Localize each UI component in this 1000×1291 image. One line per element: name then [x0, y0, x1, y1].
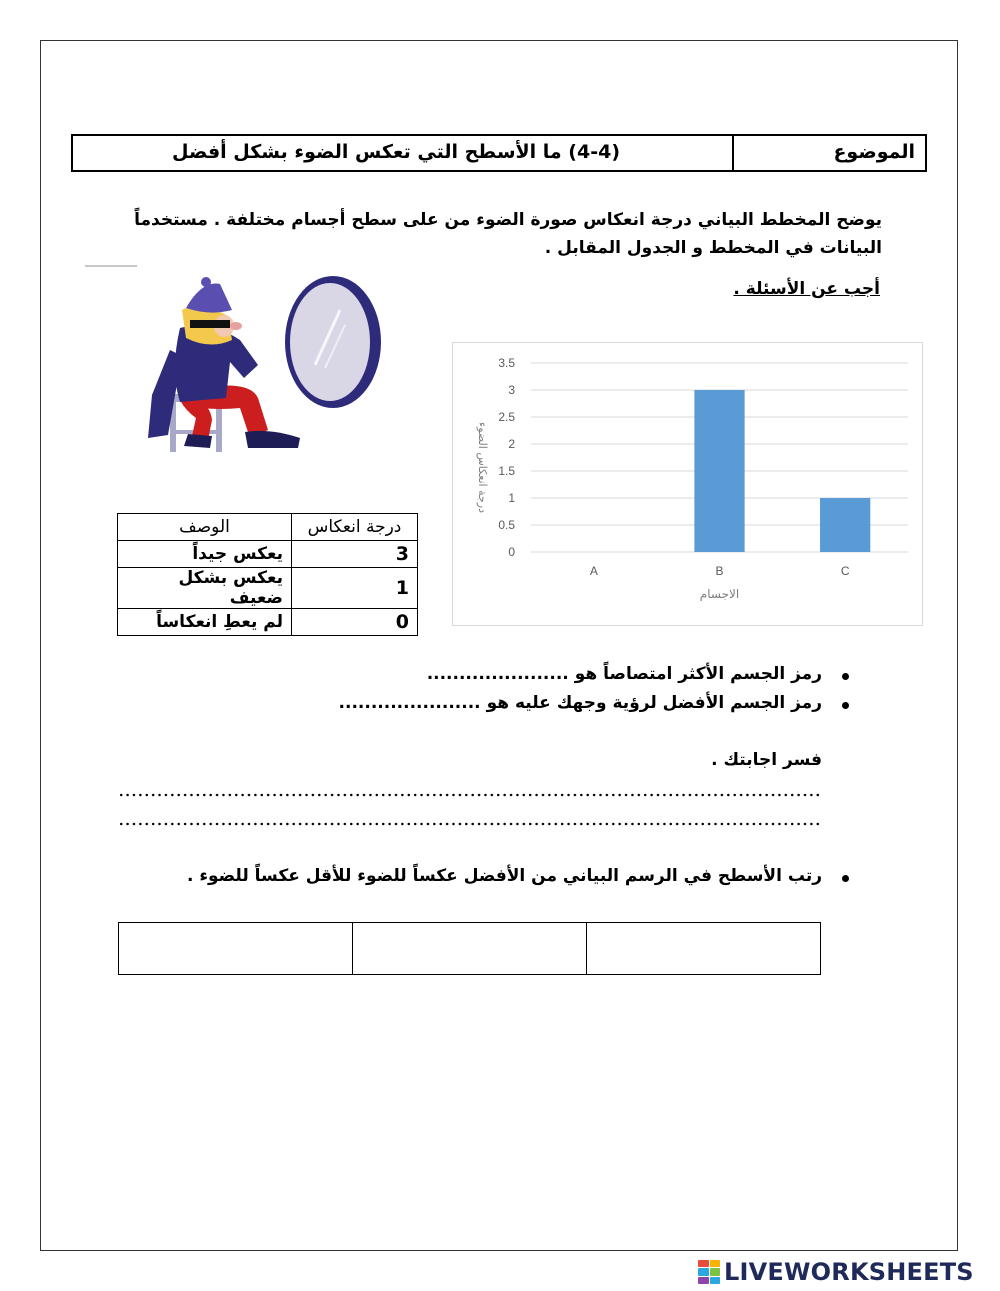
x-axis-title: الاجسام	[699, 587, 740, 601]
y-tick-label: 1.5	[498, 464, 515, 478]
question-2-blank[interactable]: ......................	[338, 693, 481, 713]
table-cell-desc: يعكس بشكل ضعيف	[118, 568, 292, 609]
question-2-text: رمز الجسم الأفضل لرؤية وجهك عليه هو	[486, 693, 822, 713]
question-2	[339, 693, 822, 713]
bar-C	[820, 498, 870, 552]
topic-label: الموضوع	[732, 136, 925, 170]
table-cell-desc: لم يعطِ انعكاساً	[118, 609, 292, 636]
order-cell[interactable]	[352, 923, 586, 974]
y-tick-label: 0.5	[498, 518, 515, 532]
order-cell[interactable]	[119, 923, 352, 974]
reflection-table	[117, 513, 418, 636]
reflection-chart	[452, 342, 923, 626]
answer-heading: أجب عن الأسئلة .	[733, 279, 880, 299]
bullet-dot	[842, 875, 849, 882]
y-tick-label: 3.5	[498, 356, 515, 370]
chart-svg	[453, 343, 922, 625]
table-row	[118, 541, 418, 568]
y-tick-label: 1	[508, 491, 515, 505]
mirror-glass	[290, 283, 370, 401]
bullet-dot	[842, 673, 849, 680]
y-tick-label: 3	[508, 383, 515, 397]
table-cell-degree: 1	[292, 568, 418, 609]
order-cell[interactable]	[586, 923, 820, 974]
x-tick-label: B	[715, 564, 724, 578]
topic-header	[71, 134, 927, 172]
x-tick-label: C	[840, 564, 850, 578]
decorative-line	[85, 265, 137, 267]
question-1-text: رمز الجسم الأكثر امتصاصاً هو	[574, 664, 822, 684]
logo-mark-icon	[698, 1260, 720, 1284]
table-cell-degree: 3	[292, 541, 418, 568]
y-tick-label: 2	[508, 437, 515, 451]
person-mirror-illustration	[140, 270, 385, 455]
ordering-table	[118, 922, 821, 975]
y-axis-title: درجة انعكاس الضوء	[476, 422, 489, 513]
question-1-blank[interactable]: ......................	[426, 664, 569, 684]
question-1	[427, 664, 822, 684]
y-tick-label: 0	[508, 545, 515, 559]
table-cell-degree: 0	[292, 609, 418, 636]
liveworksheets-logo	[698, 1258, 974, 1286]
explain-prompt: فسر اجابتك .	[711, 750, 822, 770]
answer-line[interactable]	[118, 822, 820, 826]
table-row	[118, 568, 418, 609]
bar-B	[694, 390, 744, 552]
y-tick-label: 2.5	[498, 410, 515, 424]
table-header-row	[118, 514, 418, 541]
table-header-degree: درجة انعكاس	[292, 514, 418, 541]
logo-text: LIVEWORKSHEETS	[724, 1258, 974, 1286]
topic-title: (4-4) ما الأسطح التي تعكس الضوء بشكل أفضل	[172, 141, 620, 163]
table-cell-desc: يعكس جيداً	[118, 541, 292, 568]
intro-paragraph: يوضح المخطط البياني درجة انعكاس صورة الضوء من على سطح أجسام مختلفة . مستخدماً البيانات في المخطط و الجدول المقابل .	[134, 210, 882, 258]
x-tick-label: A	[589, 564, 598, 578]
table-header-desc: الوصف	[118, 514, 292, 541]
question-3: رتب الأسطح في الرسم البياني من الأفضل عكساً للضوء للأقل عكساً للضوء .	[186, 866, 822, 886]
answer-line[interactable]	[118, 793, 820, 797]
table-row	[118, 609, 418, 636]
bullet-dot	[842, 702, 849, 709]
